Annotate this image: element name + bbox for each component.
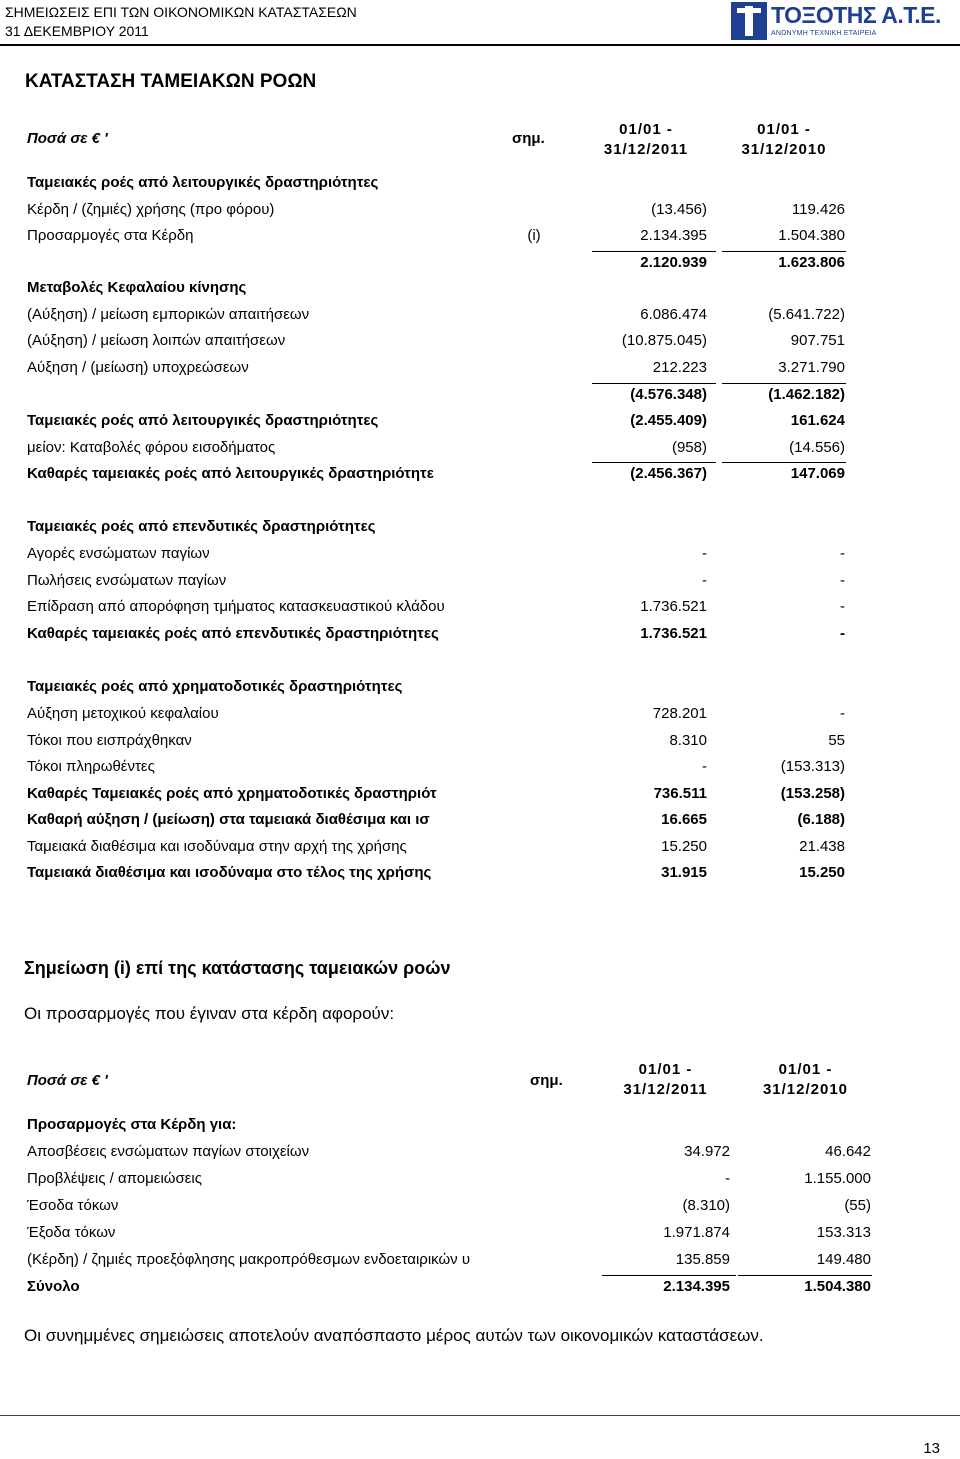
value-prior-year: - [840,572,845,589]
value-current-year: 728.201 [652,705,707,722]
value-current-year: 135.859 [675,1251,730,1268]
table-row [0,306,960,326]
table1-amounts-label: Ποσά σε € ' [27,130,108,147]
table1-header [0,120,960,164]
value-prior-year: 21.438 [799,838,845,855]
row-label: Σύνολο [27,1278,80,1295]
table-row [0,201,960,221]
company-logo [731,2,957,40]
table1-note-label: σημ. [512,130,545,147]
table-row [0,518,960,538]
footer-note: Οι συνημμένες σημειώσεις αποτελούν αναπόσπαστο μέρος αυτών των οικονομικών καταστάσεων. [24,1326,764,1345]
value-current-year: 16.665 [661,811,707,828]
row-label: Καθαρές ταμειακές ροές από λειτουργικές δραστηριότητε [27,465,434,482]
table-row [0,359,960,379]
table-row [0,386,960,406]
header-rule [0,44,960,46]
page-number: 13 [923,1440,940,1457]
value-prior-year: (1.462.182) [768,386,845,403]
value-current-year: (10.875.045) [621,332,707,349]
value-current-year: 1.971.874 [663,1224,730,1241]
row-label: Τόκοι που εισπράχθηκαν [27,732,192,749]
subtotal-rule-prior [722,462,846,463]
table1-col1-header: 01/01 - 31/12/2011 [603,121,689,158]
row-label: Κέρδη / (ζημιές) χρήσης (προ φόρου) [27,201,275,218]
row-label: Καθαρές ταμειακές ροές από επενδυτικές δραστηριότητες [27,625,439,642]
table-row [0,545,960,565]
table-row [0,1116,960,1136]
page-title: ΚΑΤΑΣΤΑΣΗ ΤΑΜΕΙΑΚΩΝ ΡΟΩΝ [25,71,317,92]
table1-col2-header: 01/01 - 31/12/2010 [741,121,827,158]
table-row [0,1197,960,1217]
row-label: Ταμειακά διαθέσιμα και ισοδύναμα στο τέλος της χρήσης [27,864,432,881]
row-label: Αύξηση / (μείωση) υποχρεώσεων [27,359,249,376]
value-prior-year: 907.751 [790,332,845,349]
row-label: Προβλέψεις / απομειώσεις [27,1170,202,1187]
value-current-year: 2.134.395 [663,1278,730,1295]
table-row [0,412,960,432]
row-label: Καθαρές Ταμειακές ροές από χρηματοδοτικές δραστηριότ [27,785,437,802]
row-label: (Αύξηση) / μείωση λοιπών απαιτήσεων [27,332,286,349]
row-note: (i) [527,227,541,244]
table-row [0,439,960,459]
row-label: Προσαρμογές στα Κέρδη [27,227,194,244]
value-current-year: (4.576.348) [630,386,707,403]
table-row [0,1251,960,1271]
table-row [0,598,960,618]
value-prior-year: (14.556) [789,439,845,456]
value-prior-year: 147.069 [790,465,845,482]
row-label: Πωλήσεις ενσώματων παγίων [27,572,227,589]
value-current-year: 1.736.521 [640,625,707,642]
table2-header [0,1060,960,1104]
note-subtitle: Οι προσαρμογές που έγιναν στα κέρδη αφορούν: [24,1004,395,1023]
value-prior-year: 3.271.790 [778,359,845,376]
value-prior-year: 1.155.000 [804,1170,871,1187]
header-line-1: ΣΗΜΕΙΩΣΕΙΣ ΕΠΙ ΤΩΝ ΟΙΚΟΝΟΜΙΚΩΝ ΚΑΤΑΣΤΑΣΕΩΝ [5,4,357,20]
value-prior-year: (55) [844,1197,871,1214]
value-prior-year: 161.624 [790,412,845,429]
table-row [0,174,960,194]
value-current-year: 1.736.521 [640,598,707,615]
table2-amounts-label: Ποσά σε € ' [27,1072,108,1089]
value-current-year: 15.250 [661,838,707,855]
table-row [0,705,960,725]
value-prior-year: - [840,545,845,562]
value-prior-year: 153.313 [816,1224,871,1241]
row-label: Έξοδα τόκων [27,1224,116,1241]
row-label: μείον: Καταβολές φόρου εισοδήματος [27,439,276,456]
subtotal-rule-current [592,462,716,463]
value-current-year: - [702,758,707,775]
value-current-year: 212.223 [652,359,707,376]
value-prior-year: - [840,598,845,615]
table-row [0,227,960,247]
value-current-year: (8.310) [682,1197,730,1214]
row-label: Ταμειακές ροές από λειτουργικές δραστηριότητες [27,174,379,191]
value-prior-year: 1.623.806 [778,254,845,271]
table-row [0,785,960,805]
row-label: (Αύξηση) / μείωση εμπορικών απαιτήσεων [27,306,310,323]
note-title: Σημείωση (i) επί της κατάστασης ταμειακών ροών [24,958,451,978]
header-line-2: 31 ΔΕΚΕΜΒΡΙΟΥ 2011 [5,23,149,39]
row-label: Έσοδα τόκων [27,1197,119,1214]
value-current-year: 8.310 [669,732,707,749]
row-label: Επίδραση από απορόφηση τμήματος κατασκευαστικού κλάδου [27,598,445,615]
value-current-year: 736.511 [653,785,707,802]
logo-tagline: ΑΝΩΝΥΜΗ ΤΕΧΝΙΚΗ ΕΤΑΙΡΕΙΑ [771,30,877,37]
row-label: Καθαρή αύξηση / (μείωση) στα ταμειακά διαθέσιμα και ισ [27,811,430,828]
value-current-year: (13.456) [651,201,707,218]
logo-name: ΤΟΞΟΤΗΣ Α.Τ.Ε. [771,2,941,28]
subtotal-rule-current [602,1275,736,1276]
table-row [0,465,960,485]
value-prior-year: - [840,705,845,722]
value-current-year: (2.456.367) [630,465,707,482]
value-prior-year: (6.188) [797,811,845,828]
page-header [0,0,960,46]
value-current-year: - [702,545,707,562]
table-row [0,279,960,299]
value-prior-year: - [840,625,845,642]
table-row [0,1143,960,1163]
table-row [0,838,960,858]
table-row [0,1170,960,1190]
row-label: Προσαρμογές στα Κέρδη για: [27,1116,237,1133]
row-label: Μεταβολές Κεφαλαίου κίνησης [27,279,247,296]
table2-col2-header: 01/01 - 31/12/2010 [762,1061,849,1098]
row-label: (Κέρδη) / ζημιές προεξόφλησης μακροπρόθεσμων ενδοεταιρικών υ [27,1251,471,1268]
row-label: Αύξηση μετοχικού κεφαλαίου [27,705,219,722]
value-current-year: - [702,572,707,589]
value-prior-year: 1.504.380 [778,227,845,244]
footer-rule [0,1415,960,1416]
value-prior-year: 119.426 [791,201,845,218]
value-prior-year: 15.250 [799,864,845,881]
table2-col1-header: 01/01 - 31/12/2011 [623,1061,708,1098]
subtotal-rule-prior [722,383,846,384]
row-label: Ταμειακές ροές από χρηματοδοτικές δραστηριότητες [27,678,403,695]
value-current-year: (2.455.409) [630,412,707,429]
table-row [0,758,960,778]
table-row [0,254,960,274]
value-current-year: 2.134.395 [640,227,707,244]
table-row [0,732,960,752]
table-row [0,1224,960,1244]
logo-mark-icon [731,2,767,40]
table-row [0,811,960,831]
row-label: Ταμειακές ροές από επενδυτικές δραστηριότητες [27,518,376,535]
row-label: Ταμειακά διαθέσιμα και ισοδύναμα στην αρχή της χρήσης [27,838,407,855]
value-current-year: 2.120.939 [640,254,707,271]
row-label: Τόκοι πληρωθέντες [27,758,155,775]
value-prior-year: (153.258) [780,785,845,802]
row-label: Αγορές ενσώματων παγίων [27,545,210,562]
table-row [0,1278,960,1298]
row-label: Αποσβέσεις ενσώματων παγίων στοιχείων [27,1143,310,1160]
value-current-year: - [725,1170,730,1187]
value-prior-year: 149.480 [816,1251,871,1268]
value-prior-year: (5.641.722) [768,306,845,323]
table2-note-label: σημ. [530,1072,563,1089]
table-row [0,625,960,645]
subtotal-rule-prior [738,1275,872,1276]
value-current-year: 6.086.474 [640,306,707,323]
value-current-year: 31.915 [661,864,707,881]
row-label: Ταμειακές ροές από λειτουργικές δραστηριότητες [27,412,379,429]
value-prior-year: 55 [828,732,845,749]
table-row [0,572,960,592]
value-current-year: 34.972 [684,1143,730,1160]
table-row [0,332,960,352]
value-prior-year: 46.642 [825,1143,871,1160]
subtotal-rule-prior [722,251,846,252]
value-current-year: (958) [671,439,707,456]
subtotal-rule-current [592,251,716,252]
subtotal-rule-current [592,383,716,384]
table-row [0,864,960,884]
table-row [0,678,960,698]
value-prior-year: 1.504.380 [804,1278,871,1295]
value-prior-year: (153.313) [780,758,845,775]
